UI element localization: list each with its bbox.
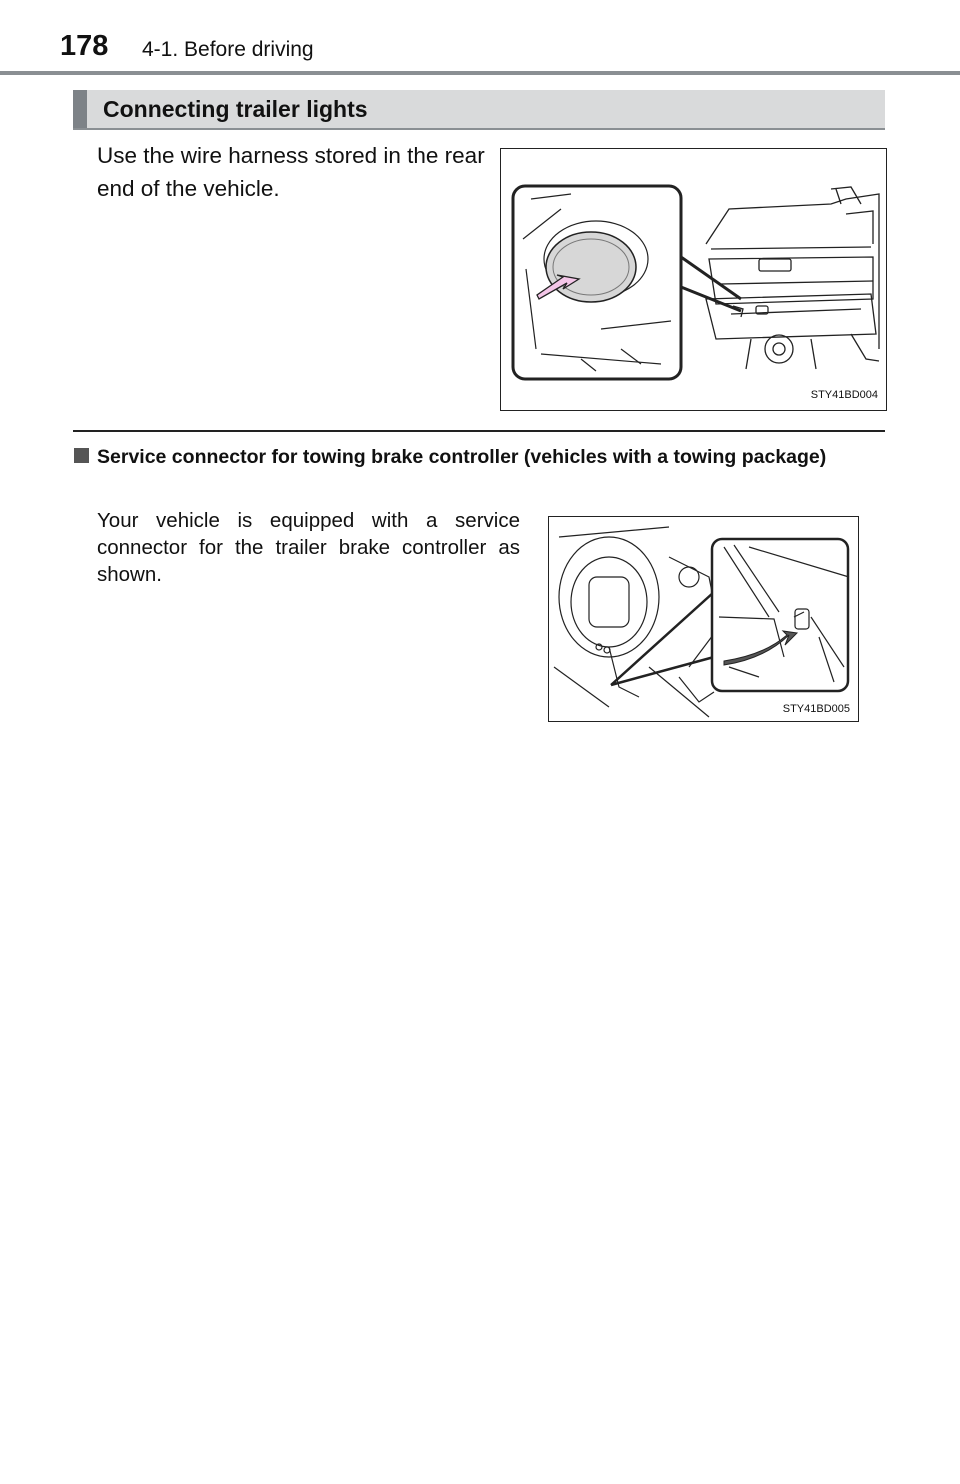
- header-rule: [0, 71, 960, 75]
- service-connector-drawing: [549, 517, 858, 721]
- section-title: Connecting trailer lights: [103, 96, 368, 122]
- subsection-heading: Service connector for towing brake controller (vehicles with a towing package): [97, 446, 827, 468]
- figure-code: STY41BD004: [810, 389, 878, 401]
- page-number: 178: [60, 30, 109, 62]
- chapter-title: 4-1. Before driving: [142, 38, 314, 61]
- subsection-body-text: Your vehicle is equipped with a service connector for the trailer brake controller as shown.: [97, 509, 520, 586]
- section-body-text: Use the wire harness stored in the rear end of the vehicle.: [97, 143, 485, 201]
- service-connector-illustration: [548, 516, 859, 722]
- section-divider: [73, 430, 885, 432]
- section-heading-accent: [73, 90, 87, 128]
- figure-code: STY41BD005: [782, 703, 850, 715]
- wire-harness-drawing: [501, 149, 886, 410]
- square-bullet-icon: [74, 448, 89, 463]
- trailer-wire-harness-illustration: [500, 148, 887, 411]
- section-heading-bar: [73, 90, 885, 130]
